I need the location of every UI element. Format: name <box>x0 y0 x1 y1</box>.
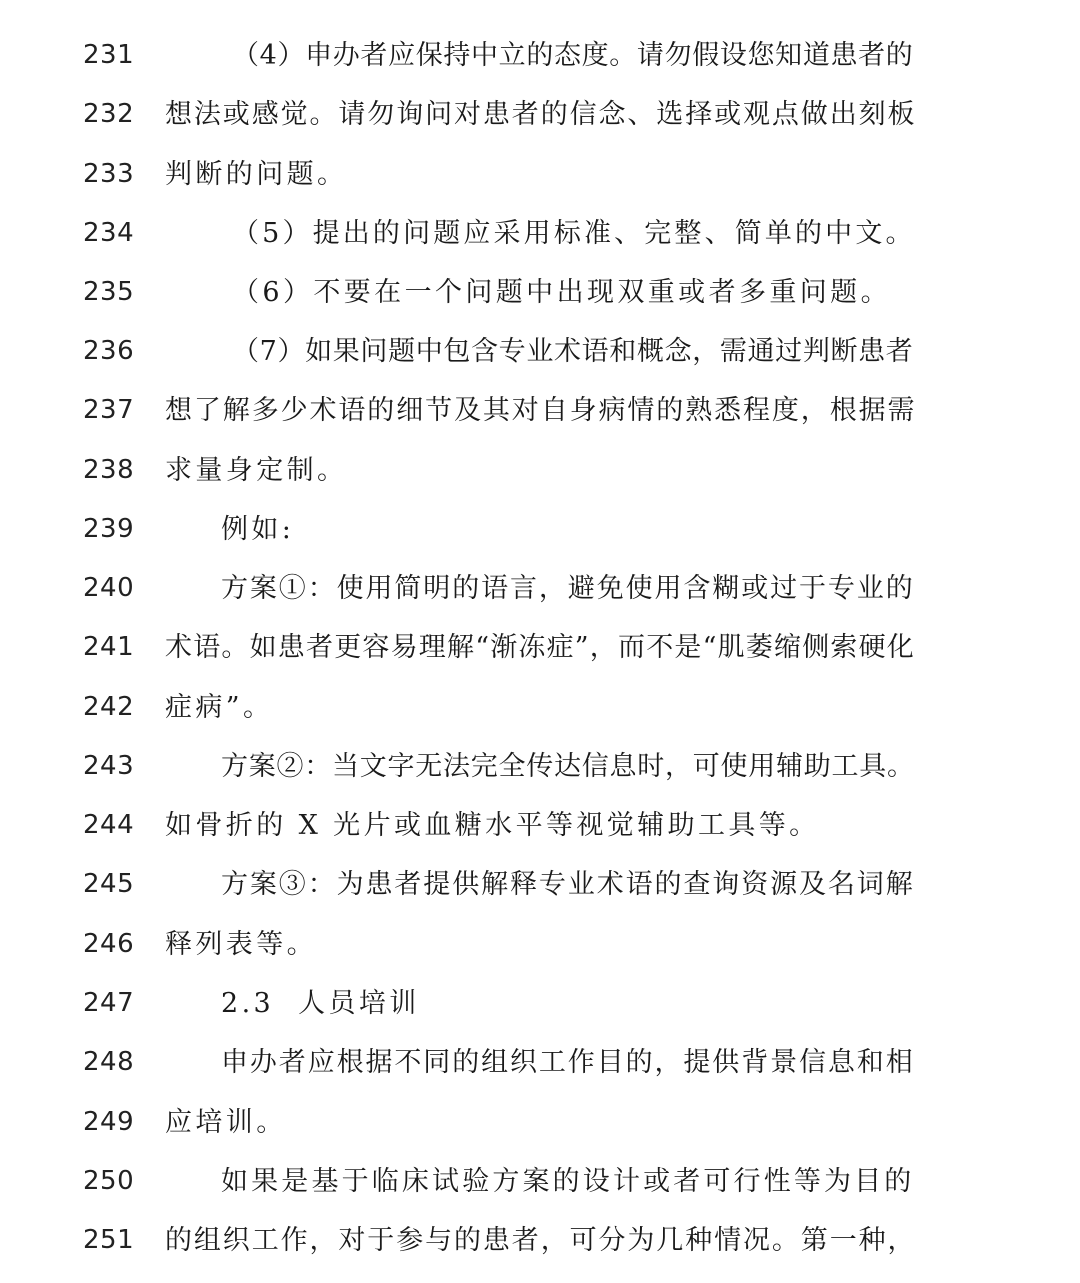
line-number: 236 <box>83 336 135 366</box>
line-text: 判断的问题。 <box>165 159 348 190</box>
line-text: 想了解多少术语的细节及其对自身病情的熟悉程度，根据需 <box>165 395 917 426</box>
line-number: 243 <box>83 751 135 781</box>
line-number: 240 <box>83 573 135 603</box>
line-number: 248 <box>83 1047 135 1077</box>
line-text: 的组织工作，对于参与的患者，可分为几种情况。第一种， <box>165 1225 917 1256</box>
line-text: （7）如果问题中包含专业术语和概念，需通过判断患者 <box>232 336 914 367</box>
line-number: 250 <box>83 1166 135 1196</box>
line-text: 释列表等。 <box>165 929 317 960</box>
line-number: 232 <box>83 99 135 129</box>
document-line-243 <box>0 737 1080 796</box>
line-number: 235 <box>83 277 135 307</box>
line-number: 242 <box>83 692 135 722</box>
document-line-250 <box>0 1152 1080 1211</box>
line-text: 如果是基于临床试验方案的设计或者可行性等为目的 <box>221 1166 915 1197</box>
line-text: 申办者应根据不同的组织工作目的，提供背景信息和相 <box>221 1047 915 1078</box>
document-line-245 <box>0 855 1080 914</box>
line-number: 239 <box>83 514 135 544</box>
line-number: 249 <box>83 1107 135 1137</box>
line-number: 246 <box>83 929 135 959</box>
line-number: 247 <box>83 988 135 1018</box>
line-text: 例如: <box>221 514 295 545</box>
document-line-239 <box>0 500 1080 559</box>
document-line-232 <box>0 85 1080 144</box>
line-number: 251 <box>83 1225 135 1255</box>
line-text: 求量身定制。 <box>165 455 348 486</box>
document-line-241 <box>0 618 1080 677</box>
line-number: 233 <box>83 159 135 189</box>
line-text: （6）不要在一个问题中出现双重或者多重问题。 <box>232 277 891 308</box>
line-text: （4）申办者应保持中立的态度。请勿假设您知道患者的 <box>232 40 914 71</box>
line-text: 想法或感觉。请勿询问对患者的信念、选择或观点做出刻板 <box>165 99 917 130</box>
section-heading: 2.3 人员培训 <box>221 988 420 1019</box>
line-number: 238 <box>83 455 135 485</box>
document-line-234 <box>0 204 1080 263</box>
line-number: 234 <box>83 218 135 248</box>
line-number: 237 <box>83 395 135 425</box>
line-text: 方案③：为患者提供解释专业术语的查询资源及名词解 <box>221 869 915 900</box>
line-text: 方案②：当文字无法完全传达信息时，可使用辅助工具。 <box>221 751 915 782</box>
line-text: 术语。如患者更容易理解“渐冻症”，而不是“肌萎缩侧索硬化 <box>165 632 916 663</box>
line-text: （5）提出的问题应采用标准、完整、简单的中文。 <box>232 218 916 249</box>
document-line-240 <box>0 559 1080 618</box>
document-line-248 <box>0 1033 1080 1092</box>
line-text: 应培训。 <box>165 1107 287 1138</box>
line-number: 231 <box>83 40 135 70</box>
document-line-247 <box>0 974 1080 1033</box>
document-line-237 <box>0 381 1080 440</box>
document-line-233 <box>0 145 1080 204</box>
line-number: 245 <box>83 869 135 899</box>
document-line-249 <box>0 1093 1080 1152</box>
document-line-251 <box>0 1211 1080 1270</box>
document-line-236 <box>0 322 1080 381</box>
document-line-231 <box>0 26 1080 85</box>
document-line-244 <box>0 796 1080 855</box>
document-line-235 <box>0 263 1080 322</box>
line-number: 244 <box>83 810 135 840</box>
line-text: 如骨折的 X 光片或血糖水平等视觉辅助工具等。 <box>165 810 820 841</box>
document-line-238 <box>0 441 1080 500</box>
line-text: 症病”。 <box>165 692 274 723</box>
line-text: 方案①：使用简明的语言，避免使用含糊或过于专业的 <box>221 573 915 604</box>
line-number: 241 <box>83 632 135 662</box>
document-line-242 <box>0 678 1080 737</box>
document-line-246 <box>0 915 1080 974</box>
